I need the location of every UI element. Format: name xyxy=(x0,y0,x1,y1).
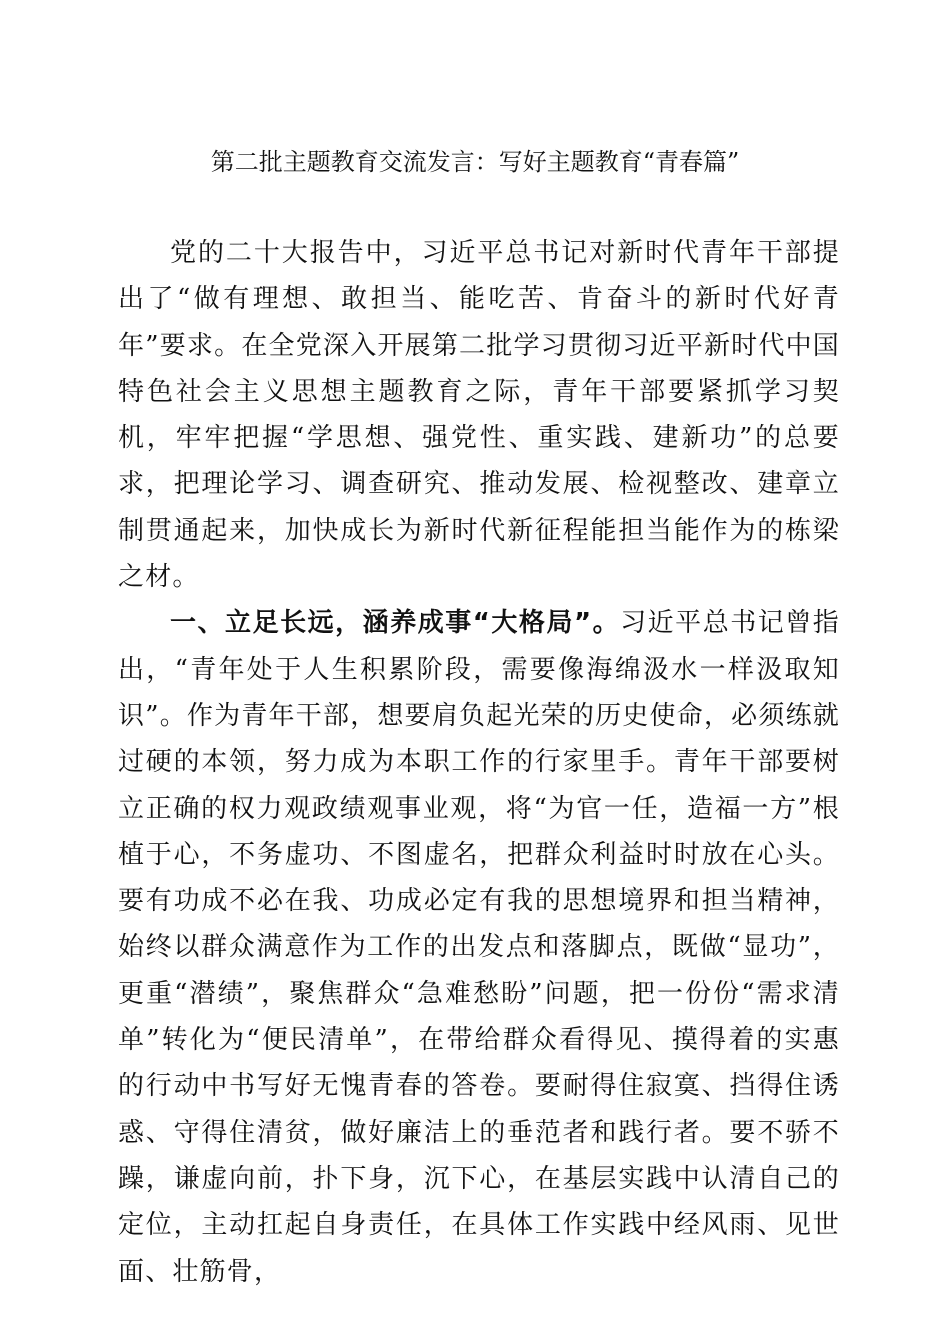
document-title: 第二批主题教育交流发言：写好主题教育“青春篇” xyxy=(210,148,740,176)
paragraph-section-1 xyxy=(118,600,840,1294)
section-1-text: 习近平总书记曾指出，“青年处于人生积累阶段，需要像海绵汲水一样汲取知识”。作为青年干部，想要肩负起光荣的历史使命，必须练就过硬的本领，努力成为本职工作的行家里手。青年干部要树立正确的权力观政绩观事业观，将“为官一任，造福一方”根植于心，不务虚功、不图虚名，把群众利益时时放在心头。要有功成不必在我、功成必定有我的思想境界和担当精神，始终以群众满意作为工作的出发点和落脚点，既做“显功”，更重“潜绩”，聚焦群众“急难愁盼”问题，把一份份“需求清单”转化为“便民清单”，在带给群众看得见、摸得着的实惠的行动中书写好无愧青春的答卷。要耐得住寂寞、挡得住诱惑、守得住清贫，做好廉洁上的垂范者和践行者。要不骄不躁，谦虚向前，扑下身，沉下心，在基层实践中认清自己的定位，主动扛起自身责任，在具体工作实践中经风雨、见世面、壮筋骨， xyxy=(118,608,841,1287)
section-1-heading: 一、立足长远，涵养成事“大格局”。 xyxy=(170,608,621,639)
document-body xyxy=(118,230,840,1295)
paragraph-intro: 党的二十大报告中，习近平总书记对新时代青年干部提出了“做有理想、敢担当、能吃苦、肯奋斗的新时代好青年”要求。在全党深入开展第二批学习贯彻习近平新时代中国特色社会主义思想主题教育之际，青年干部要紧抓学习契机，牢牢把握“学思想、强党性、重实践、建新功”的总要求，把理论学习、调查研究、推动发展、检视整改、建章立制贯通起来，加快成长为新时代新征程能担当能作为的栋梁之材。 xyxy=(118,238,840,593)
